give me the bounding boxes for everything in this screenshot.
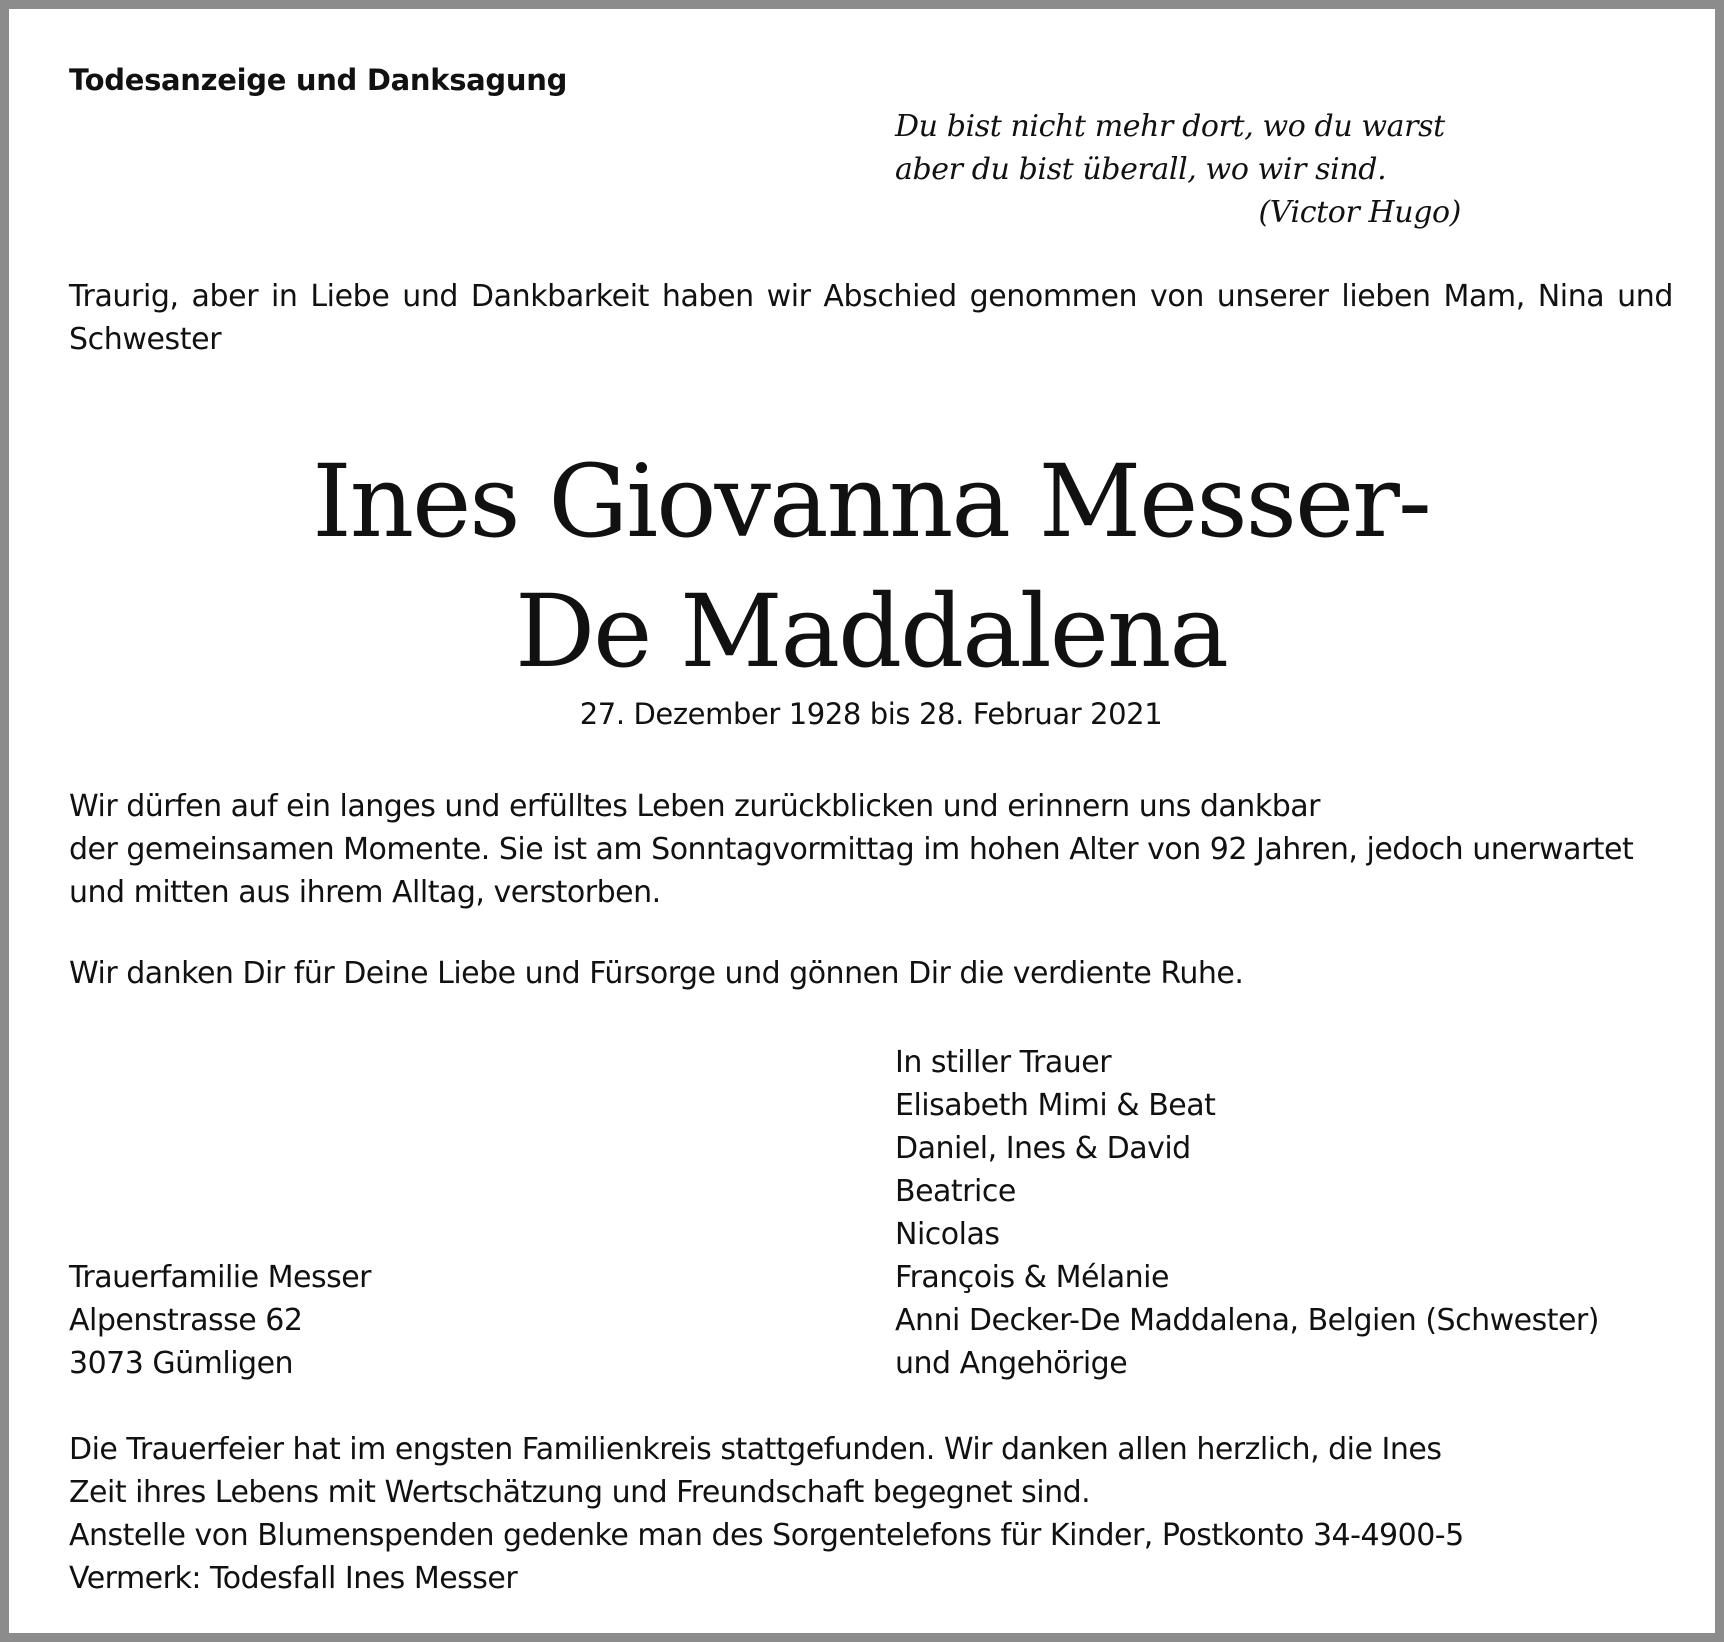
- address-line: Alpenstrasse 62: [69, 1303, 303, 1338]
- funeral-info-paragraph: [69, 1428, 1464, 1600]
- remembrance-paragraph: [69, 785, 1679, 914]
- paragraph-line: und mitten aus ihrem Alltag, verstorben.: [69, 875, 661, 910]
- paragraph-line: der gemeinsamen Momente. Sie ist am Sonntagvormittag im hohen Alter von 92 Jahren, jedoch unerwartet: [69, 832, 1634, 867]
- address-line: 3073 Gümligen: [69, 1346, 294, 1381]
- quote-line: Du bist nicht mehr dort, wo du warst: [895, 109, 1445, 144]
- footer-line: Die Trauerfeier hat im engsten Familienkreis stattgefunden. Wir danken allen herzlich, die Ines: [69, 1432, 1442, 1467]
- mourner-line: und Angehörige: [895, 1346, 1128, 1381]
- mourner-line: In stiller Trauer: [895, 1045, 1112, 1080]
- intro-paragraph: Traurig, aber in Liebe und Dankbarkeit haben wir Abschied genommen von unserer lieben Mam, Nina und Schwester: [69, 279, 1673, 357]
- mourner-line: Elisabeth Mimi & Beat: [895, 1088, 1216, 1123]
- thanks-line: Wir danken Dir für Deine Liebe und Fürsorge und gönnen Dir die verdiente Ruhe.: [69, 956, 1244, 991]
- mourner-line: Daniel, Ines & David: [895, 1131, 1191, 1166]
- epigraph-quote: [895, 105, 1461, 234]
- notice-heading: Todesanzeige und Danksagung: [69, 63, 568, 97]
- mourner-line: Anni Decker-De Maddalena, Belgien (Schwester): [895, 1303, 1599, 1338]
- mourners-list: [895, 1041, 1599, 1385]
- footer-line: Vermerk: Todesfall Ines Messer: [69, 1561, 518, 1596]
- quote-author: (Victor Hugo): [1258, 195, 1461, 230]
- mourner-line: Nicolas: [895, 1217, 1000, 1252]
- mourner-line: François & Mélanie: [895, 1260, 1169, 1295]
- deceased-name-line: Ines Giovanna Messer-: [312, 443, 1430, 560]
- quote-line: aber du bist überall, wo wir sind.: [895, 152, 1387, 187]
- paragraph-line: Wir dürfen auf ein langes und erfülltes Leben zurückblicken und erinnern uns dankbar: [69, 789, 1320, 824]
- footer-line: Zeit ihres Lebens mit Wertschätzung und Freundschaft begegnet sind.: [69, 1475, 1091, 1510]
- life-dates: 27. Dezember 1928 bis 28. Februar 2021: [579, 697, 1163, 731]
- footer-line: Anstelle von Blumenspenden gedenke man des Sorgentelefons für Kinder, Postkonto 34-4900-5: [69, 1518, 1464, 1553]
- family-address: [69, 1256, 371, 1385]
- mourner-line: Beatrice: [895, 1174, 1016, 1209]
- deceased-name-line: De Maddalena: [515, 573, 1227, 690]
- deceased-name: [69, 437, 1673, 697]
- address-line: Trauerfamilie Messer: [69, 1260, 371, 1295]
